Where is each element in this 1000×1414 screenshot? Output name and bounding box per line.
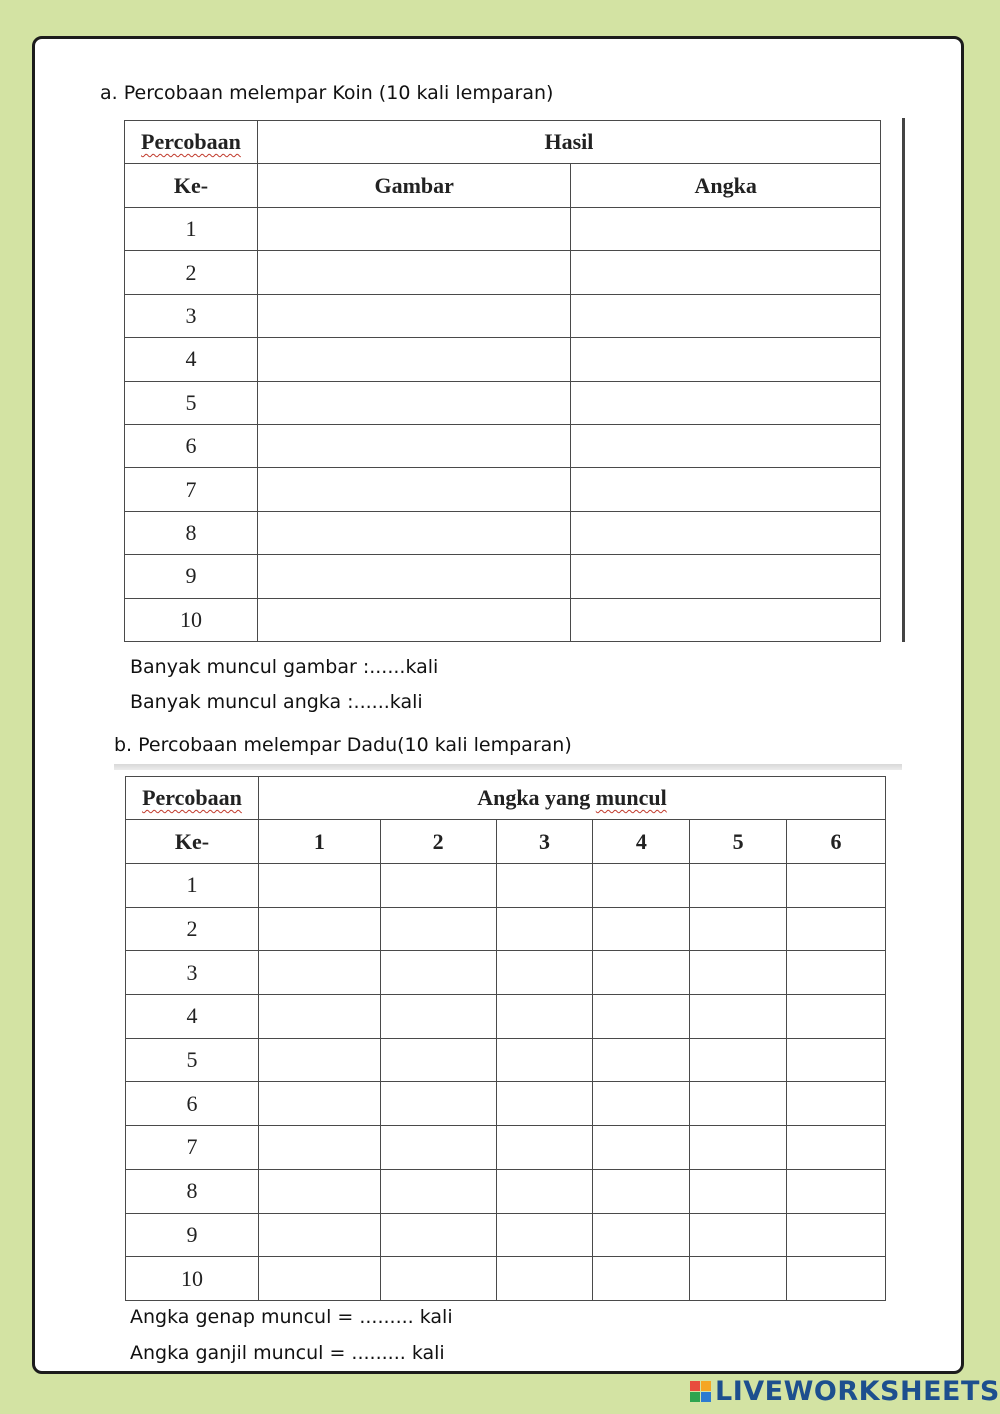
logo-block (690, 1392, 700, 1402)
face-5-cell[interactable] (690, 1213, 787, 1257)
trial-number: 8 (125, 511, 258, 554)
section-a-title: a. Percobaan melempar Koin (10 kali lemparan) (100, 82, 554, 104)
trial-number: 10 (125, 598, 258, 641)
face-5-cell[interactable] (690, 1082, 787, 1126)
face-3-cell[interactable] (496, 907, 593, 951)
face-2-cell[interactable] (380, 1126, 496, 1170)
face-6-cell[interactable] (787, 1126, 886, 1170)
face-3-cell[interactable] (496, 1257, 593, 1301)
face-4-cell[interactable] (593, 1257, 690, 1301)
note-angka-count: Banyak muncul angka :......kali (130, 691, 423, 713)
col-header-percobaan (126, 777, 259, 820)
face-5-cell[interactable] (690, 1169, 787, 1213)
face-3-cell[interactable] (496, 1126, 593, 1170)
table-row (125, 424, 881, 467)
face-1-cell[interactable] (258, 907, 380, 951)
col-header-ke: Ke- (125, 164, 258, 208)
col-header-face-5: 5 (690, 820, 787, 864)
face-2-cell[interactable] (380, 1213, 496, 1257)
trial-number: 7 (126, 1126, 259, 1170)
table-row (125, 468, 881, 511)
percobaan-label: Percobaan (141, 129, 241, 154)
note-gambar-count: Banyak muncul gambar :......kali (130, 656, 439, 678)
face-4-cell[interactable] (593, 995, 690, 1039)
face-6-cell[interactable] (787, 864, 886, 908)
face-1-cell[interactable] (258, 1082, 380, 1126)
group-header-angka-yang-muncul (258, 777, 885, 820)
table-row (126, 951, 886, 995)
gambar-cell[interactable] (257, 511, 571, 554)
trial-number: 7 (125, 468, 258, 511)
gambar-cell[interactable] (257, 555, 571, 598)
trial-number: 5 (125, 381, 258, 424)
brand-name: LIVEWORKSHEETS (715, 1375, 1000, 1407)
table-row (125, 338, 881, 381)
gambar-cell[interactable] (257, 338, 571, 381)
face-1-cell[interactable] (258, 1038, 380, 1082)
table-row (126, 1082, 886, 1126)
trial-number: 4 (125, 338, 258, 381)
face-1-cell[interactable] (258, 951, 380, 995)
gambar-cell[interactable] (257, 208, 571, 251)
trial-number: 5 (126, 1038, 259, 1082)
face-6-cell[interactable] (787, 1213, 886, 1257)
face-1-cell[interactable] (258, 1126, 380, 1170)
face-1-cell[interactable] (258, 995, 380, 1039)
face-2-cell[interactable] (380, 864, 496, 908)
face-5-cell[interactable] (690, 1257, 787, 1301)
face-6-cell[interactable] (787, 1169, 886, 1213)
angka-cell[interactable] (571, 294, 881, 337)
note-ganjil-count: Angka ganjil muncul = ......... kali (130, 1342, 445, 1364)
face-2-cell[interactable] (380, 907, 496, 951)
col-header-gambar: Gambar (257, 164, 571, 208)
angka-cell[interactable] (571, 555, 881, 598)
logo-block (690, 1381, 700, 1391)
logo-block (701, 1381, 711, 1391)
table-row (126, 1257, 886, 1301)
table-row (126, 864, 886, 908)
face-1-cell[interactable] (258, 1213, 380, 1257)
col-header-face-6: 6 (787, 820, 886, 864)
face-1-cell[interactable] (258, 1169, 380, 1213)
group-header-text: Angka yang (477, 785, 596, 810)
col-header-face-3: 3 (496, 820, 593, 864)
face-6-cell[interactable] (787, 1257, 886, 1301)
face-6-cell[interactable] (787, 951, 886, 995)
trial-number: 9 (126, 1213, 259, 1257)
trial-number: 3 (125, 294, 258, 337)
dice-table (125, 776, 886, 1301)
table-row (125, 251, 881, 294)
angka-cell[interactable] (571, 381, 881, 424)
face-3-cell[interactable] (496, 864, 593, 908)
trial-number: 3 (126, 951, 259, 995)
face-5-cell[interactable] (690, 951, 787, 995)
angka-cell[interactable] (571, 598, 881, 641)
face-3-cell[interactable] (496, 1038, 593, 1082)
table-row (126, 1213, 886, 1257)
table-row (125, 555, 881, 598)
angka-cell[interactable] (571, 208, 881, 251)
table-row (126, 1038, 886, 1082)
group-header-hasil: Hasil (257, 121, 880, 164)
face-2-cell[interactable] (380, 1169, 496, 1213)
face-4-cell[interactable] (593, 907, 690, 951)
group-header-muncul: muncul (595, 785, 667, 810)
col-header-ke: Ke- (126, 820, 259, 864)
face-6-cell[interactable] (787, 1038, 886, 1082)
face-2-cell[interactable] (380, 995, 496, 1039)
face-4-cell[interactable] (593, 1082, 690, 1126)
face-2-cell[interactable] (380, 1257, 496, 1301)
table-row (125, 511, 881, 554)
trial-number: 1 (126, 864, 259, 908)
gambar-cell[interactable] (257, 598, 571, 641)
table-row (125, 381, 881, 424)
face-2-cell[interactable] (380, 951, 496, 995)
scan-divider (114, 764, 902, 770)
note-genap-count: Angka genap muncul = ......... kali (130, 1306, 453, 1328)
face-6-cell[interactable] (787, 907, 886, 951)
face-3-cell[interactable] (496, 1169, 593, 1213)
table-row (126, 995, 886, 1039)
trial-number: 9 (125, 555, 258, 598)
face-6-cell[interactable] (787, 1082, 886, 1126)
table-row (126, 907, 886, 951)
face-3-cell[interactable] (496, 995, 593, 1039)
face-1-cell[interactable] (258, 864, 380, 908)
liveworksheets-logo (690, 1374, 1000, 1408)
angka-cell[interactable] (571, 511, 881, 554)
table-row (125, 294, 881, 337)
face-5-cell[interactable] (690, 864, 787, 908)
face-3-cell[interactable] (496, 1082, 593, 1126)
face-5-cell[interactable] (690, 1038, 787, 1082)
angka-cell[interactable] (571, 424, 881, 467)
angka-cell[interactable] (571, 468, 881, 511)
face-3-cell[interactable] (496, 951, 593, 995)
trial-number: 10 (126, 1257, 259, 1301)
face-4-cell[interactable] (593, 1213, 690, 1257)
face-5-cell[interactable] (690, 1126, 787, 1170)
table-row (126, 1169, 886, 1213)
face-4-cell[interactable] (593, 864, 690, 908)
table-row (125, 208, 881, 251)
percobaan-label: Percobaan (142, 785, 242, 810)
face-5-cell[interactable] (690, 907, 787, 951)
coin-table (124, 120, 881, 642)
face-2-cell[interactable] (380, 1038, 496, 1082)
face-4-cell[interactable] (593, 1169, 690, 1213)
face-4-cell[interactable] (593, 951, 690, 995)
gambar-cell[interactable] (257, 424, 571, 467)
col-header-face-1: 1 (258, 820, 380, 864)
trial-number: 6 (125, 424, 258, 467)
face-4-cell[interactable] (593, 1126, 690, 1170)
col-header-face-2: 2 (380, 820, 496, 864)
section-b-title: b. Percobaan melempar Dadu(10 kali lemparan) (114, 734, 572, 756)
angka-cell[interactable] (571, 338, 881, 381)
face-6-cell[interactable] (787, 995, 886, 1039)
face-1-cell[interactable] (258, 1257, 380, 1301)
angka-cell[interactable] (571, 251, 881, 294)
face-4-cell[interactable] (593, 1038, 690, 1082)
trial-number: 8 (126, 1169, 259, 1213)
trial-number: 4 (126, 995, 259, 1039)
trial-number: 2 (126, 907, 259, 951)
col-header-angka: Angka (571, 164, 881, 208)
face-5-cell[interactable] (690, 995, 787, 1039)
col-header-face-4: 4 (593, 820, 690, 864)
face-2-cell[interactable] (380, 1082, 496, 1126)
trial-number: 2 (125, 251, 258, 294)
trial-number: 1 (125, 208, 258, 251)
table-row (125, 598, 881, 641)
gambar-cell[interactable] (257, 251, 571, 294)
table-row (126, 1126, 886, 1170)
scan-edge-line (902, 118, 905, 642)
gambar-cell[interactable] (257, 468, 571, 511)
logo-block (701, 1392, 711, 1402)
gambar-cell[interactable] (257, 294, 571, 337)
logo-blocks-icon (690, 1381, 711, 1402)
trial-number: 6 (126, 1082, 259, 1126)
col-header-percobaan (125, 121, 258, 164)
face-3-cell[interactable] (496, 1213, 593, 1257)
gambar-cell[interactable] (257, 381, 571, 424)
